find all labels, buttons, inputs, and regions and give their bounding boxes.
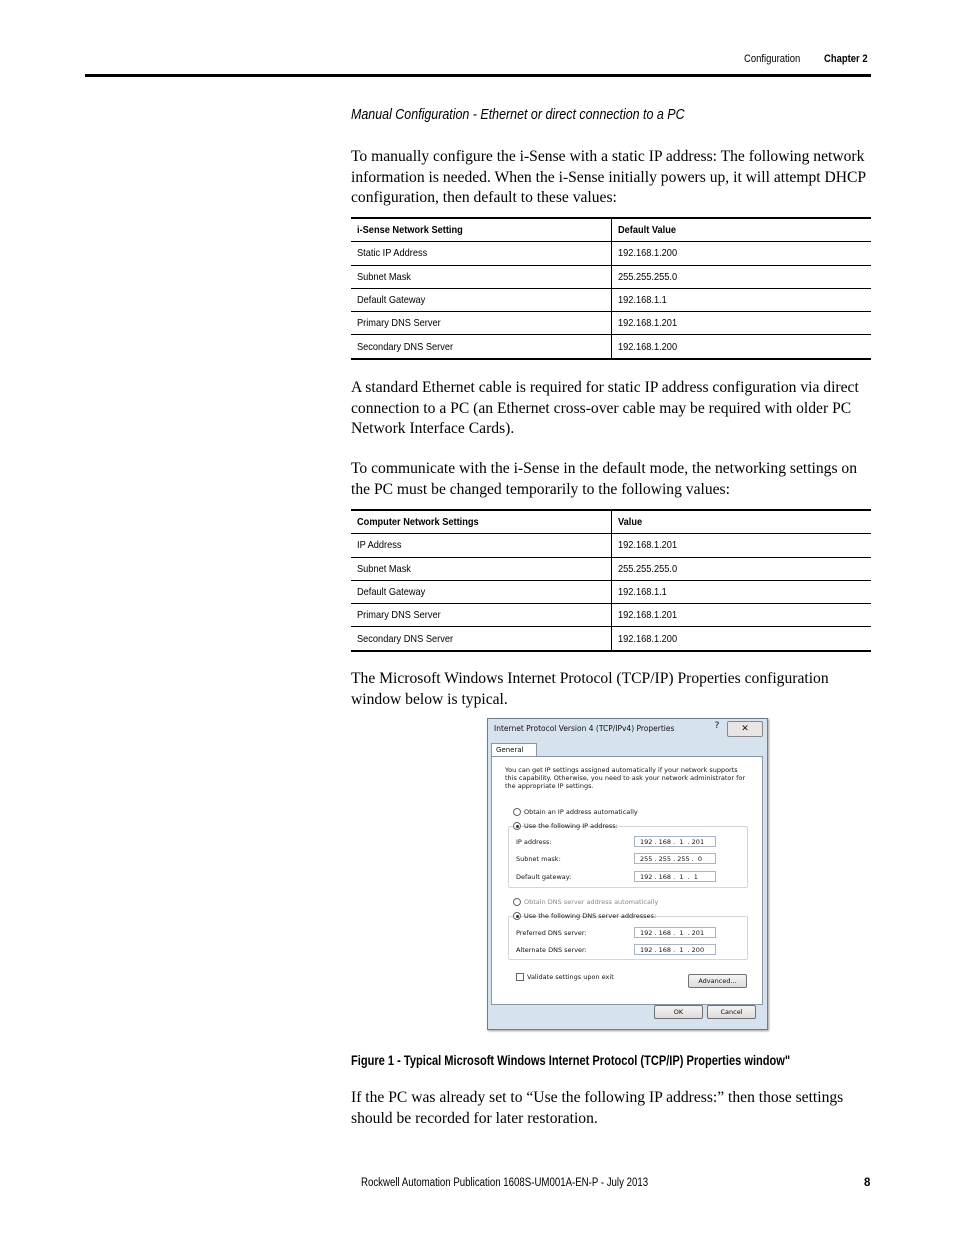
header-section: Configuration: [744, 53, 801, 65]
radio-icon: [513, 808, 521, 816]
cancel-button[interactable]: Cancel: [707, 1005, 756, 1019]
subnet-mask-label: Subnet mask:: [516, 855, 561, 863]
help-icon[interactable]: ?: [714, 721, 720, 731]
column-header: Value: [612, 510, 872, 534]
table-row: IP Address 192.168.1.201: [351, 534, 871, 557]
obtain-ip-radio[interactable]: Obtain an IP address automatically: [513, 808, 638, 816]
figure-caption: Figure 1 - Typical Microsoft Windows Internet Protocol (TCP/IP) Properties window": [351, 1053, 791, 1068]
table-row: Subnet Mask 255.255.255.0: [351, 557, 871, 580]
table-header-row: [351, 510, 871, 534]
column-header: Default Value: [612, 218, 872, 242]
radio-selected-icon: [513, 912, 521, 920]
page-number: 8: [864, 1177, 871, 1189]
table-row: Secondary DNS Server 192.168.1.200: [351, 335, 871, 359]
intro-paragraph: To manually configure the i-Sense with a static IP address: The following network information is needed. When the i-Sense initially powers up, it will attempt DHCP configuration, then default to these values:: [351, 148, 866, 206]
cable-paragraph: A standard Ethernet cable is required for static IP address configuration via direct connection to a PC (an Ethernet cross-over cable may be required with older PC Network Interface Cards).: [351, 379, 859, 437]
default-gateway-label: Default gateway:: [516, 873, 572, 881]
windows-paragraph: The Microsoft Windows Internet Protocol (TCP/IP) Properties configuration window below is typical.: [351, 670, 829, 708]
preferred-dns-label: Preferred DNS server:: [516, 929, 587, 937]
tab-general[interactable]: General: [491, 743, 537, 757]
ok-button[interactable]: OK: [654, 1005, 703, 1019]
column-header: i-Sense Network Setting: [351, 218, 612, 242]
table-header-row: [351, 218, 871, 242]
restore-paragraph: If the PC was already set to “Use the following IP address:” then those settings should be recorded for later restoration.: [351, 1089, 844, 1127]
computer-settings-table: [351, 509, 871, 652]
footer-publication: Rockwell Automation Publication 1608S-UM001A-EN-P - July 2013: [361, 1177, 649, 1189]
checkbox-icon: [516, 973, 524, 981]
alternate-dns-label: Alternate DNS server:: [516, 946, 587, 954]
validate-checkbox[interactable]: Validate settings upon exit: [516, 973, 614, 981]
table-row: Primary DNS Server 192.168.1.201: [351, 312, 871, 335]
table-row: Default Gateway 192.168.1.1: [351, 288, 871, 311]
ip-address-label: IP address:: [516, 838, 552, 846]
radio-icon: [513, 898, 521, 906]
subnet-mask-field[interactable]: 255 . 255 . 255 . 0: [634, 853, 716, 864]
ip-address-field[interactable]: 192 . 168 . 1 . 201: [634, 836, 716, 847]
dialog-intro-text: You can get IP settings assigned automatically if your network supports this capability. Otherwise, you need to ask your network administrator for the appropriate IP settings.: [505, 766, 746, 790]
table-row: Default Gateway 192.168.1.1: [351, 580, 871, 603]
close-button[interactable]: ✕: [727, 721, 763, 737]
table-row: Static IP Address 192.168.1.200: [351, 242, 871, 265]
use-ip-radio[interactable]: Use the following IP address:: [513, 822, 618, 830]
tcpip-properties-dialog: [487, 718, 768, 1030]
alternate-dns-field[interactable]: 192 . 168 . 1 . 200: [634, 944, 716, 955]
column-header: Computer Network Settings: [351, 510, 612, 534]
table-row: Subnet Mask 255.255.255.0: [351, 265, 871, 288]
use-dns-radio[interactable]: Use the following DNS server addresses:: [513, 912, 656, 920]
default-gateway-field[interactable]: 192 . 168 . 1 . 1: [634, 871, 716, 882]
isense-settings-table: [351, 217, 871, 360]
radio-selected-icon: [513, 822, 521, 830]
table-row: Primary DNS Server 192.168.1.201: [351, 604, 871, 627]
section-title: Manual Configuration - Ethernet or direct connection to a PC: [351, 106, 685, 123]
header-rule: [85, 74, 871, 77]
advanced-button[interactable]: Advanced...: [688, 974, 747, 988]
obtain-dns-radio[interactable]: Obtain DNS server address automatically: [513, 898, 658, 906]
table-row: Secondary DNS Server 192.168.1.200: [351, 627, 871, 651]
dialog-title: Internet Protocol Version 4 (TCP/IPv4) Properties: [494, 724, 675, 733]
communicate-paragraph: To communicate with the i-Sense in the default mode, the networking settings on the PC must be changed temporarily to the following values:: [351, 460, 858, 498]
preferred-dns-field[interactable]: 192 . 168 . 1 . 201: [634, 927, 716, 938]
header-chapter: Chapter 2: [824, 53, 868, 65]
